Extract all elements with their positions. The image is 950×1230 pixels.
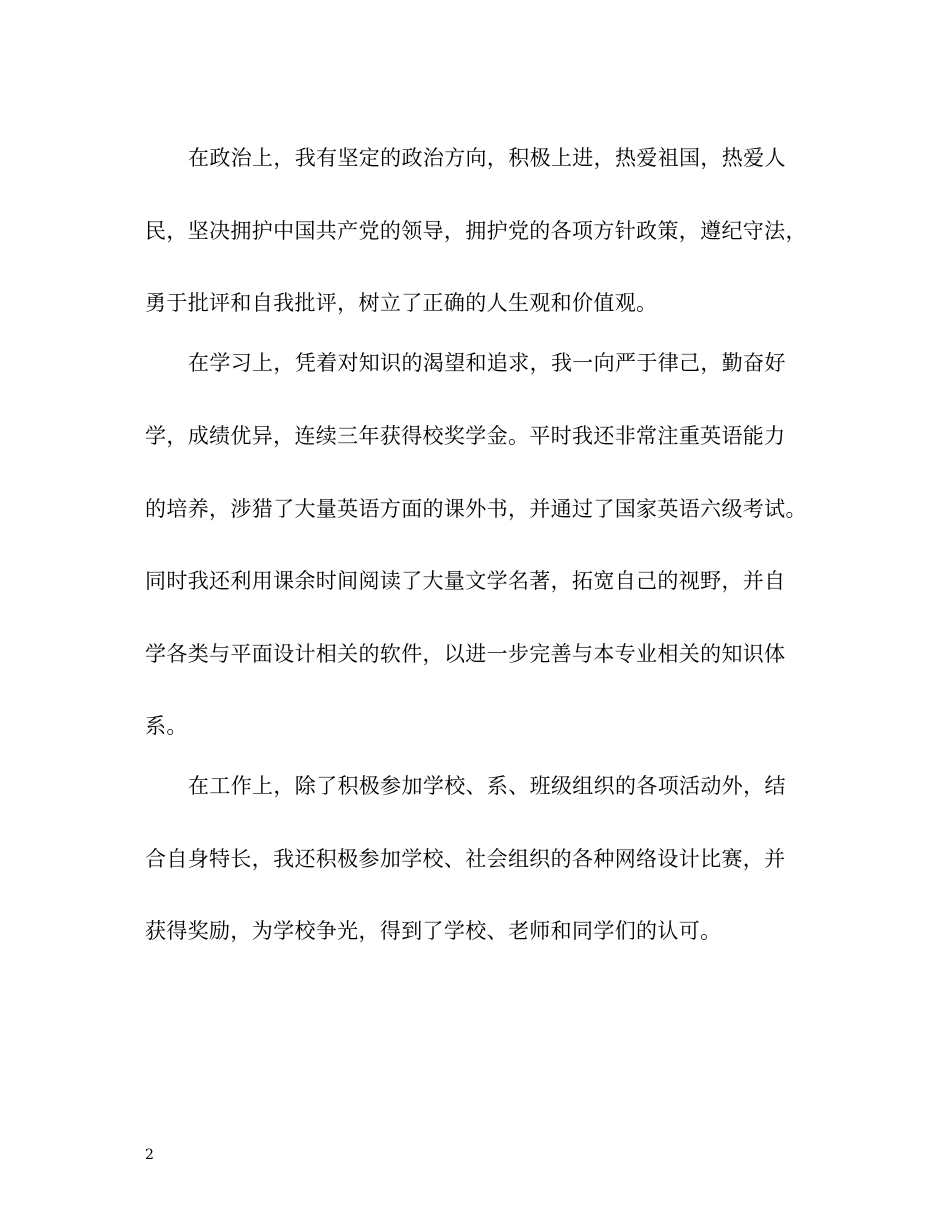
text-line: 在政治上，我有坚定的政治方向，积极上进，热爱祖国，热爱人: [188, 146, 786, 170]
text-line: 同时我还利用课余时间阅读了大量文学名著，拓宽自己的视野，并自: [145, 569, 786, 593]
text-line: 民，坚决拥护中国共产党的领导，拥护党的各项方针政策，遵纪守法，: [145, 219, 807, 243]
page-number: 2: [145, 1147, 154, 1163]
text-line: 获得奖励，为学校争光，得到了学校、老师和同学们的认可。: [145, 919, 722, 943]
text-line: 的培养，涉猎了大量英语方面的课外书，并通过了国家英语六级考试。: [145, 497, 807, 521]
text-line: 学各类与平面设计相关的软件，以进一步完善与本专业相关的知识体: [145, 642, 786, 666]
text-line: 在工作上，除了积极参加学校、系、班级组织的各项活动外，结: [188, 774, 786, 798]
text-line: 在学习上，凭着对知识的渴望和追求，我一向严于律己，勤奋好: [188, 351, 786, 375]
text-line: 勇于批评和自我批评，树立了正确的人生观和价值观。: [145, 291, 658, 315]
text-line: 合自身特长，我还积极参加学校、社会组织的各种网络设计比赛，并: [145, 847, 786, 871]
text-line: 系。: [145, 714, 188, 738]
text-line: 学，成绩优异，连续三年获得校奖学金。平时我还非常注重英语能力: [145, 424, 786, 448]
